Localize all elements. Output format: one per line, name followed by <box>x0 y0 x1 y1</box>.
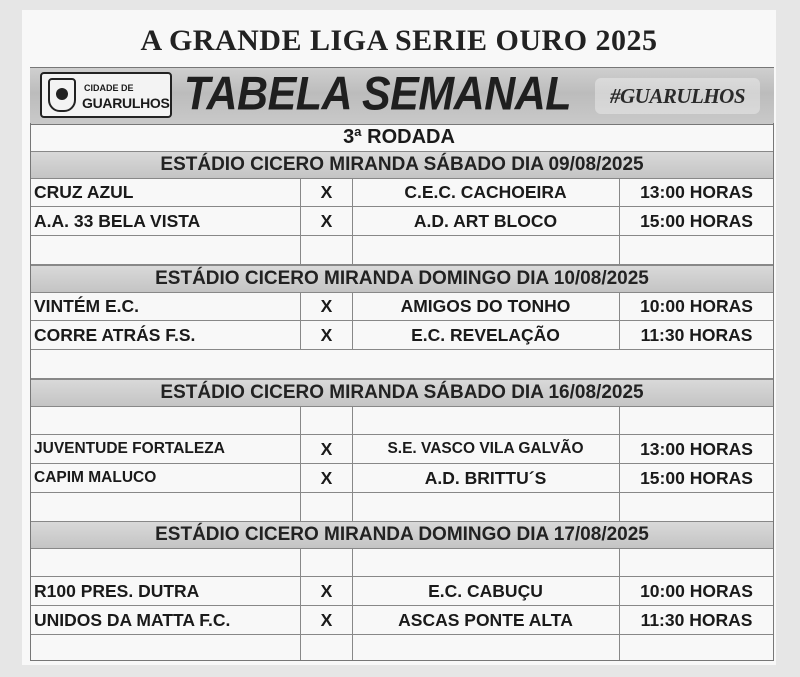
home-team: CORRE ATRÁS F.S. <box>30 321 301 349</box>
home-team: UNIDOS DA MATTA F.C. <box>30 606 301 634</box>
away-team: AMIGOS DO TONHO <box>352 292 620 320</box>
section-header: ESTÁDIO CICERO MIRANDA SÁBADO DIA 09/08/2025 <box>30 151 774 179</box>
home-team: VINTÉM E.C. <box>30 292 301 320</box>
empty-row <box>30 493 774 522</box>
away-team: C.E.C. CACHOEIRA <box>352 178 620 206</box>
match-row <box>30 292 774 321</box>
away-team: ASCAS PONTE ALTA <box>352 606 620 634</box>
versus-mark: X <box>301 606 353 634</box>
hashtag-logo: #GUARULHOS <box>595 78 760 114</box>
match-row <box>30 321 774 350</box>
empty-row <box>30 406 774 435</box>
away-team: S.E. VASCO VILA GALVÃO <box>352 435 620 463</box>
match-time: 10:00 HORAS <box>640 580 753 601</box>
section-header: ESTÁDIO CICERO MIRANDA DOMINGO DIA 17/08/2025 <box>30 521 774 549</box>
empty-row <box>30 548 774 577</box>
match-time: 15:00 HORAS <box>640 210 753 231</box>
logo-small-text: CIDADE DE <box>84 83 134 93</box>
away-team: A.D. ART BLOCO <box>352 207 620 235</box>
empty-row <box>30 350 774 379</box>
match-row <box>30 207 774 236</box>
league-title: A GRANDE LIGA SERIE OURO 2025 <box>140 24 658 57</box>
city-crest-icon <box>48 78 76 112</box>
logo-city-name: GUARULHOS <box>82 95 170 111</box>
match-time: 11:30 HORAS <box>640 609 753 630</box>
home-team: R100 PRES. DUTRA <box>30 577 301 605</box>
match-time: 15:00 HORAS <box>640 467 753 488</box>
away-team: E.C. REVELAÇÃO <box>352 321 620 349</box>
match-time: 13:00 HORAS <box>640 181 753 202</box>
versus-mark: X <box>301 464 353 492</box>
match-time: 11:30 HORAS <box>640 324 753 345</box>
home-team: CAPIM MALUCO <box>30 464 301 492</box>
away-team: E.C. CABUÇU <box>352 577 620 605</box>
match-row <box>30 178 774 207</box>
empty-row <box>30 635 774 661</box>
match-row <box>30 464 774 493</box>
section-header: ESTÁDIO CICERO MIRANDA DOMINGO DIA 10/08/2025 <box>30 265 774 293</box>
match-row <box>30 606 774 635</box>
versus-mark: X <box>301 178 353 206</box>
match-time: 10:00 HORAS <box>640 295 753 316</box>
city-logo <box>40 72 172 118</box>
versus-mark: X <box>301 292 353 320</box>
banner <box>30 67 774 125</box>
banner-heading: TABELA SEMANAL <box>183 67 572 121</box>
away-team: A.D. BRITTU´S <box>352 464 620 492</box>
match-row <box>30 435 774 464</box>
versus-mark: X <box>301 577 353 605</box>
versus-mark: X <box>301 435 353 463</box>
empty-row <box>30 236 774 265</box>
round-title: 3ª RODADA <box>343 126 455 148</box>
versus-mark: X <box>301 207 353 235</box>
home-team: A.A. 33 BELA VISTA <box>30 207 301 235</box>
home-team: JUVENTUDE FORTALEZA <box>30 435 301 463</box>
versus-mark: X <box>301 321 353 349</box>
match-time: 13:00 HORAS <box>640 438 753 459</box>
home-team: CRUZ AZUL <box>30 178 301 206</box>
section-header: ESTÁDIO CICERO MIRANDA SÁBADO DIA 16/08/2025 <box>30 379 774 407</box>
schedule-sheet <box>22 10 776 665</box>
match-row <box>30 577 774 606</box>
